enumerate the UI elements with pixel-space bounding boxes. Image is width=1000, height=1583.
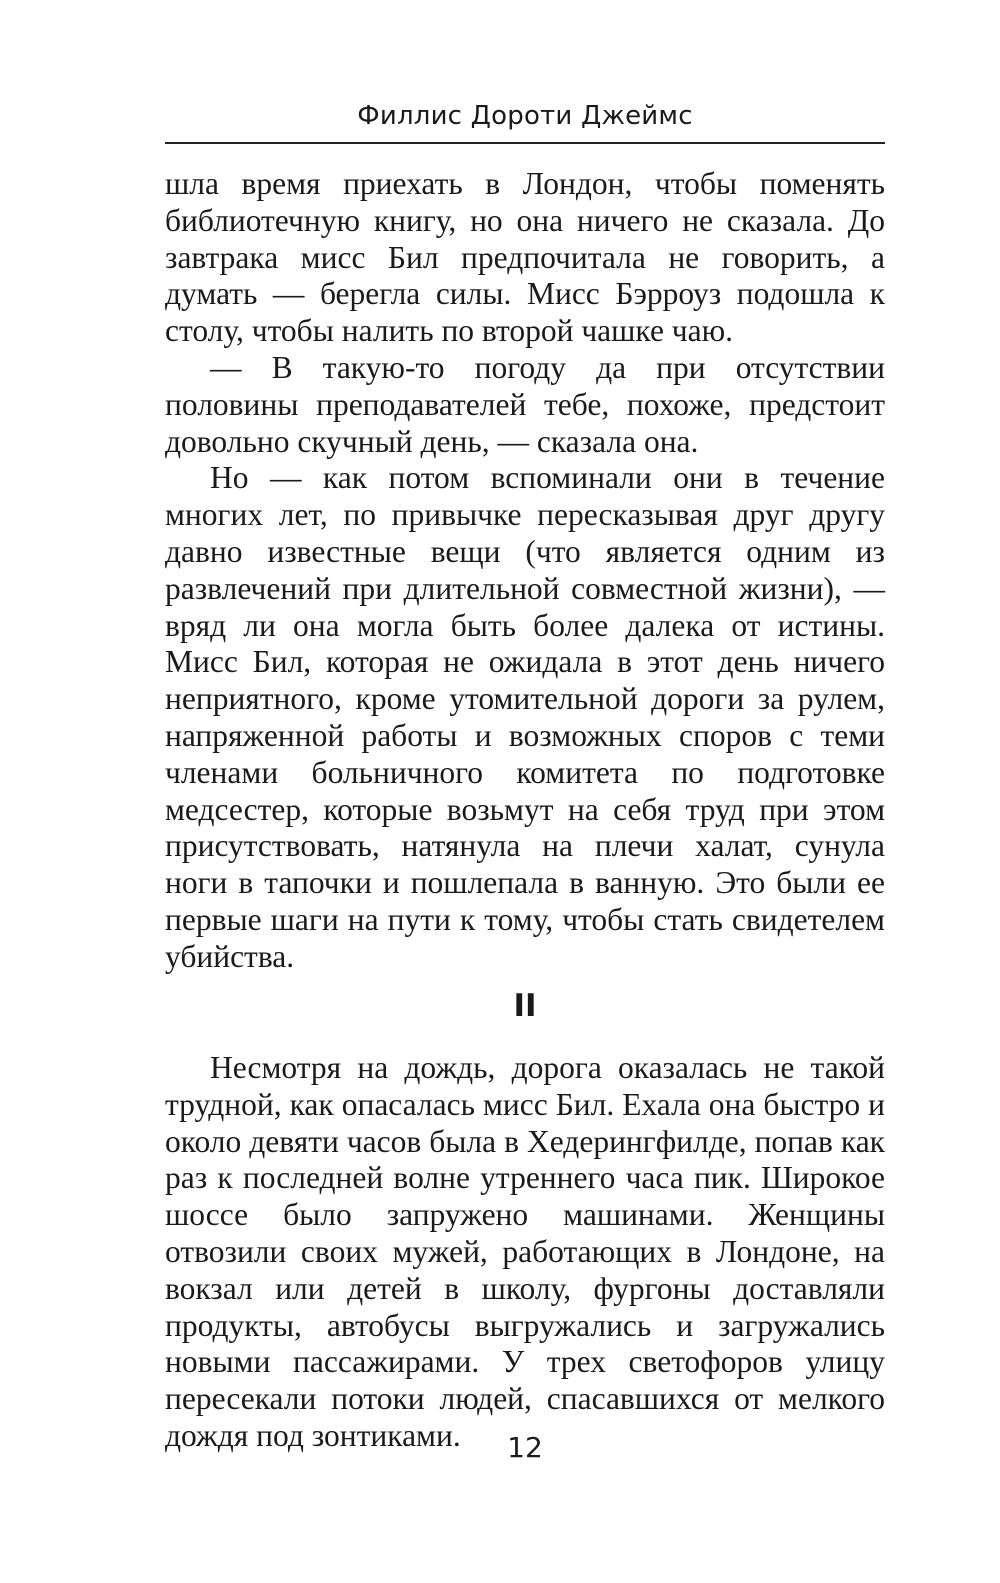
text-block-part2 — [165, 1050, 885, 1455]
paragraph: Несмотря на дождь, дорога оказалась не такой трудной, как опасалась мисс Бил. Ехала она быстро и около девяти часов была в Хедерингфилде, попав как раз к последней волне утреннего часа пик. Широкое шоссе было запружено машинами. Женщины отвозили своих мужей, работающих в Лондоне, на вокзал или детей в школу, фургоны доставляли продукты, автобусы выгружались и загружались новыми пассажирами. У трех светофоров улицу пересекали потоки людей, спасавшихся от мелкого дождя под зонтиками. — [165, 1050, 885, 1453]
header-rule — [165, 142, 885, 144]
text-block-part1 — [165, 166, 885, 976]
paragraph: шла время приехать в Лондон, чтобы поменять библиотечную книгу, но она ничего не сказала. До завтрака мисс Бил предпочитала не говорить, а думать — берегла силы. Мисс Бэрроуз подошла к столу, чтобы налить по второй чашке чаю. — [165, 166, 885, 349]
section-number: II — [513, 988, 537, 1024]
running-head-title: Филлис Дороти Джеймс — [357, 101, 693, 131]
page-number: 12 — [507, 1431, 543, 1464]
paragraph: — В такую-то погоду да при отсутствии половины преподавателей тебе, похоже, предстоит довольно скучный день, — сказала она. — [165, 349, 885, 459]
paragraph: Но — как потом вспоминали они в течение многих лет, по привычке пересказывая друг другу давно известные вещи (что является одним из развлечений при длительной совместной жизни), — вряд ли она могла быть более далека от истины. Мисс Бил, которая не ожидала в этот день ничего неприятного, кроме утомительной дороги за рулем, напряженной работы и возможных споров с теми членами больничного комитета по подготовке медсестер, которые возьмут на себя труд при этом присутствовать, натянула на плечи халат, сунула ноги в тапочки и пошлепала в ванную. Это были ее первые шаги на пути к тому, чтобы стать свидетелем убийства. — [165, 460, 885, 974]
